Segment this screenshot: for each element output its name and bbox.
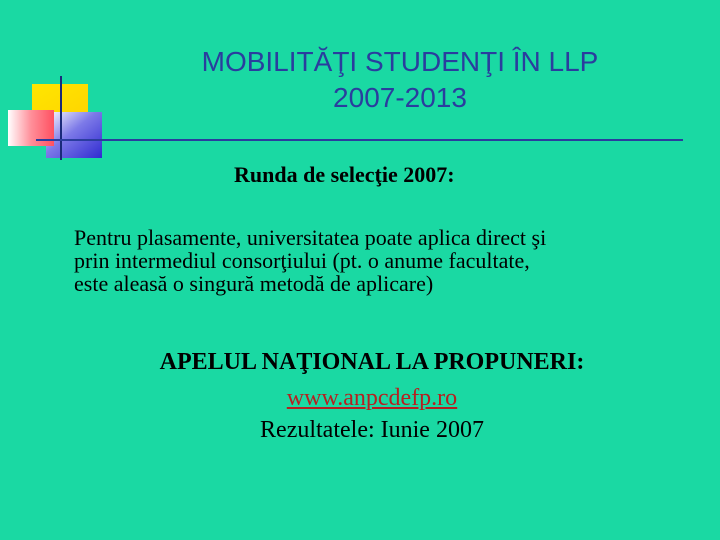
- national-call-heading: APELUL NAŢIONAL LA PROPUNERI:: [159, 349, 585, 375]
- slide-title: [120, 44, 680, 116]
- paragraph-line-2: prin intermediul consorţiului (pt. o anume facultate,: [74, 248, 530, 273]
- title-divider: [36, 139, 683, 141]
- selection-round-heading: Runda de selecţie 2007:: [234, 162, 455, 187]
- placement-paragraph: [74, 226, 694, 295]
- website-link[interactable]: www.anpcdefp.ro: [286, 385, 458, 411]
- corner-decoration: [0, 0, 110, 170]
- title-line-2: 2007-2013: [333, 82, 467, 113]
- results-date: Rezultatele: Iunie 2007: [260, 417, 484, 443]
- blue-square: [46, 112, 102, 158]
- paragraph-line-1: Pentru plasamente, universitatea poate aplica direct şi: [74, 225, 547, 250]
- website-link-row: [0, 382, 720, 414]
- paragraph-line-3: este aleasă o singură metodă de aplicare): [74, 271, 434, 296]
- title-line-1: MOBILITĂŢI STUDENŢI ÎN LLP: [201, 46, 599, 77]
